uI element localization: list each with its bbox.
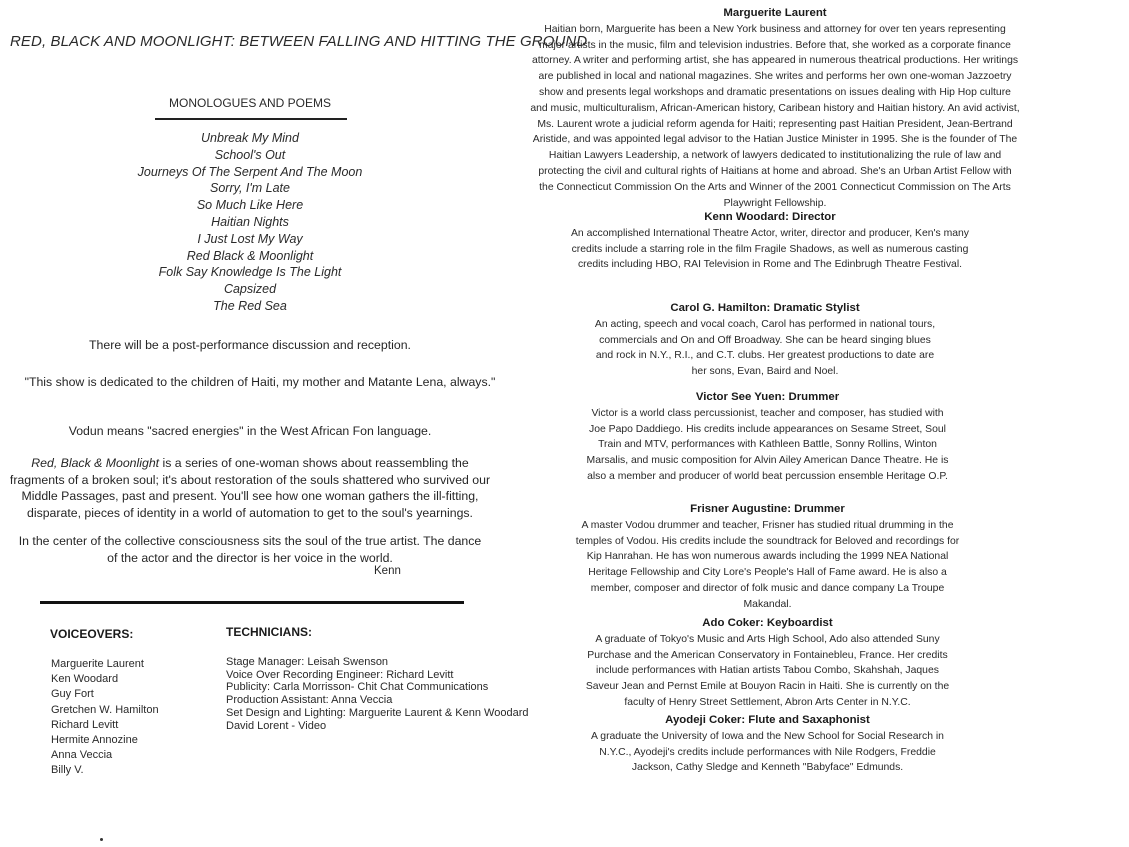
voiceover-name: Billy V.	[51, 764, 84, 777]
technician-credit: David Lorent - Video	[226, 719, 327, 732]
series-description-text: is a series of one-woman shows about reassembling the fragments of a broken soul; it's about restoration of the souls shattered who survived our Middle Passages, past and present. You'll see how one woman gathers the ill-fitting, disparate, pieces of identity in a world of automation to get to the soul's yearnings.	[9, 456, 491, 520]
monologue-item: Red Black & Moonlight	[186, 248, 314, 263]
bio-text: A master Vodou drummer and teacher, Frisner has studied ritual drumming in the temples of Vodou. His credits include the soundtrack for Beloved and recordings for Kip Hanrahan. He has won numerous awards including the 1999 NEA National Heritage Fellowship and City Lore's People's Hall of Fame award. He is also a member, composer and director of folk music and dance company La Troupe Makandal.	[575, 519, 960, 610]
bio-ayodeji-coker	[590, 713, 945, 776]
monologue-item: Capsized	[223, 282, 277, 297]
bio-marguerite-laurent	[530, 6, 1020, 211]
monologue-item: Folk Say Knowledge Is The Light	[158, 265, 342, 280]
voiceovers-heading: VOICEOVERS:	[50, 627, 134, 641]
bio-text: Haitian born, Marguerite has been a New York business and attorney for over ten years representing major artists in the music, film and television industries. Before that, she worked as a corporate finance attorney. A writer and performing artist, she has appeared in numerous theatrical productions. Her writings are published in local and national magazines. She writes and performs her own one-woman Jazzoetry show and presents legal workshops and dramatic presentations on issues dealing with Hip Hop culture and music, multiculturalism, African-American history, Caribean history and Haitian history. An avid activist, Ms. Laurent wrote a judicial reform agenda for Haiti; representing past Haitian President, Jean-Bertrand Aristide, and was appointed legal advisor to the Hatian Justice Minister in 1995. She is the founder of The Haitian Lawyers Leadership, a network of lawyers dedicated to institutionalizing the rule of law and protecting the civil and cultural rights of Haitians at home and abroad. She's an Urban Artist Fellow with the Connecticut Commission On the Arts and Winner of the 2001 Connecticut Commission on The Arts Playwright Fellowship.	[530, 23, 1020, 209]
bio-kenn-woodard	[560, 210, 980, 273]
monologue-item: Haitian Nights	[211, 214, 289, 229]
artist-quote: In the center of the collective consciousness sits the soul of the true artist. The dance of the actor and the director is her voice in the world.	[18, 534, 482, 565]
bio-text: A graduate of Tokyo's Music and Arts High School, Ado also attended Suny Purchase and the American Conservatory in Fontainebleu, France. Her credits include performances with Hatian artists Tabou Combo, Skahshah, Jaques Saveur Jean and Pernst Emile at Bouyon Racin in Haiti. She is currently on the faculty of Henry Street Settlement, Abron Arts Center in N.Y.C.	[585, 633, 950, 708]
technician-credit: Voice Over Recording Engineer: Richard Levitt	[226, 668, 454, 681]
stray-mark	[100, 838, 103, 841]
bio-text: Victor is a world class percussionist, teacher and composer, has studied with Joe Papo Daddiego. His credits include appearances on Sesame Street, Soul Train and MTV, performances with Kathleen Battle, Sonny Rollins, Winton Marsalis, and music composition for Alvin Ailey American Dance Theatre. He is also a member and producer of world beat percussion ensemble Heritage O.P.	[586, 407, 949, 482]
voiceover-name: Hermite Annozine	[51, 734, 138, 747]
voiceovers-list	[51, 657, 159, 779]
bio-name: Carol G. Hamilton: Dramatic Stylist	[670, 302, 860, 314]
show-title: RED, BLACK AND MOONLIGHT: BETWEEN FALLING AND HITTING THE GROUND	[10, 33, 588, 50]
bio-name: Victor See Yuen: Drummer	[695, 391, 840, 403]
monologues-rule	[155, 118, 347, 120]
bio-frisner-augustine	[570, 502, 965, 613]
bio-text: An accomplished International Theatre Actor, writer, director and producer, Ken's many credits include a starring role in the film Fragile Shadows, as well as numerous casting credits including HBO, RAI Television in Rome and The Edinbrugh Theatre Festival.	[570, 227, 969, 271]
bio-name: Frisner Augustine: Drummer	[690, 503, 845, 515]
section-divider	[40, 601, 464, 604]
technicians-list	[226, 656, 529, 732]
vodun-note: Vodun means "sacred energies" in the West African Fon language.	[68, 424, 432, 438]
bio-text: An acting, speech and vocal coach, Carol has performed in national tours, commercials and On and Off Broadway. She can be heard singing blues and rock in N.Y., R.I., and C.T. clubs. Her greatest productions to date are her sons, Evan, Baird and Noel.	[594, 318, 936, 378]
voiceover-name: Marguerite Laurent	[51, 658, 144, 670]
monologue-item: School's Out	[214, 147, 286, 162]
bio-name: Ado Coker: Keyboardist	[702, 617, 833, 629]
post-performance-note: There will be a post-performance discussion and reception.	[89, 338, 411, 352]
bio-name: Kenn Woodard: Director	[704, 211, 836, 223]
technicians-heading: TECHNICIANS:	[226, 625, 312, 639]
bio-text: A graduate the University of Iowa and the New School for Social Research in N.Y.C., Ayodeji's credits include performances with Nile Rodgers, Freddie Jackson, Cathy Sledge and Kenneth "Babyface" Edmunds.	[591, 730, 944, 774]
bio-name: Marguerite Laurent	[723, 7, 827, 19]
monologues-list	[100, 130, 400, 315]
monologues-heading: MONOLOGUES AND POEMS	[168, 96, 332, 110]
monologue-item: I Just Lost My Way	[197, 231, 303, 246]
series-description	[8, 455, 492, 521]
voiceover-name: Anna Veccia	[51, 749, 113, 762]
voiceover-name: Ken Woodard	[51, 673, 119, 686]
voiceover-name: Gretchen W. Hamilton	[51, 703, 159, 716]
bio-victor-see-yuen	[585, 390, 950, 485]
bio-ado-coker	[580, 616, 955, 711]
signature: Kenn	[374, 565, 401, 577]
monologue-item: So Much Like Here	[196, 198, 304, 213]
technician-credit: Stage Manager: Leisah Swenson	[226, 656, 389, 668]
bio-carol-hamilton	[590, 301, 940, 380]
series-title-italic: Red, Black & Moonlight	[31, 456, 160, 470]
monologue-item: Sorry, I'm Late	[210, 181, 290, 196]
monologue-item: Unbreak My Mind	[201, 131, 299, 145]
technician-credit: Publicity: Carla Morrisson- Chit Chat Communications	[226, 681, 489, 694]
voiceover-name: Richard Levitt	[51, 718, 119, 731]
monologue-item: The Red Sea	[213, 298, 287, 313]
technician-credit: Set Design and Lighting: Marguerite Laurent & Kenn Woodard	[226, 706, 529, 719]
monologue-item: Journeys Of The Serpent And The Moon	[137, 164, 363, 179]
bio-name: Ayodeji Coker: Flute and Saxaphonist	[665, 714, 870, 726]
technician-credit: Production Assistant: Anna Veccia	[226, 694, 393, 707]
dedication: "This show is dedicated to the children of Haiti, my mother and Matante Lena, always."	[24, 375, 496, 389]
voiceover-name: Guy Fort	[51, 688, 94, 701]
